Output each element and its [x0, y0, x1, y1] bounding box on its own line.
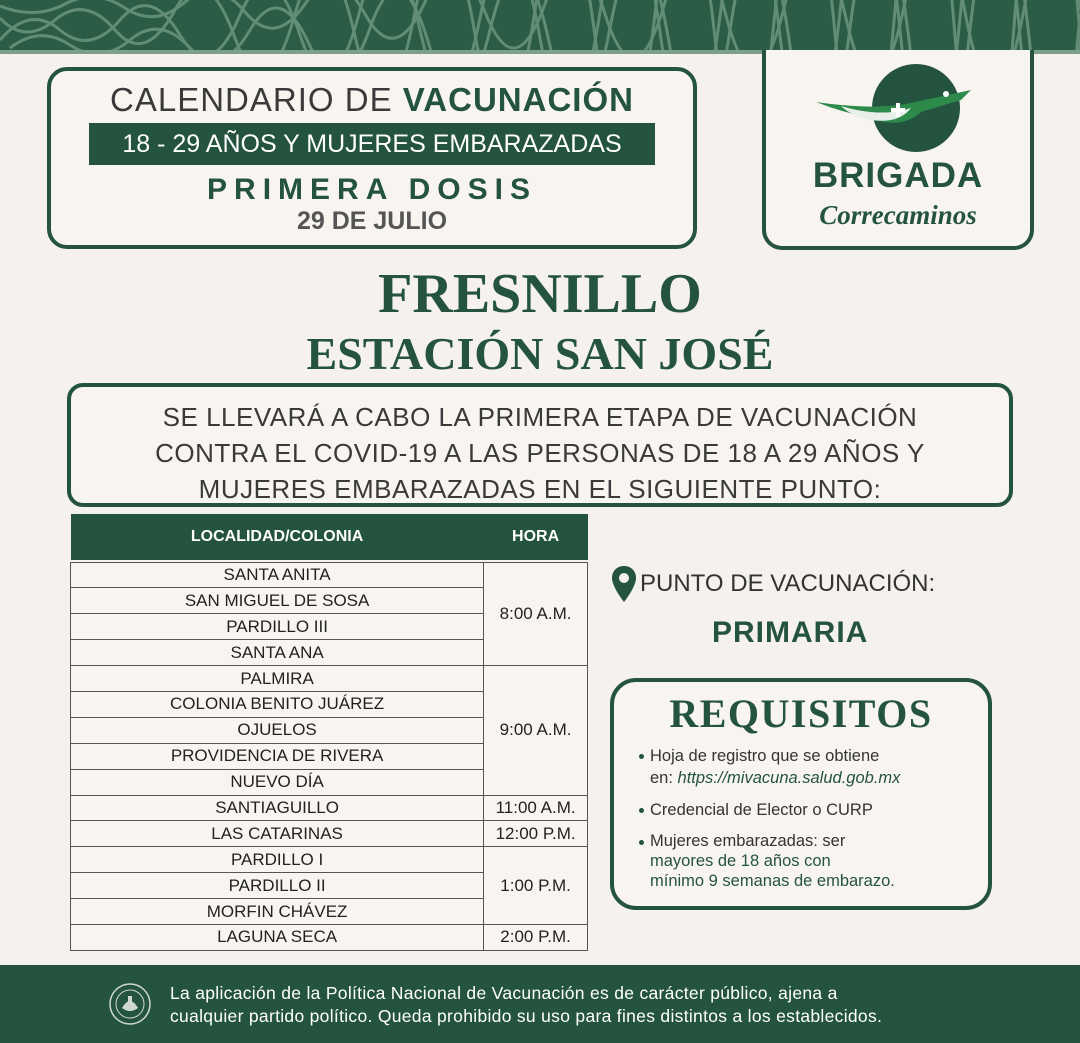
- brigade-box: [762, 50, 1034, 250]
- age-group-bar: 18 - 29 AÑOS Y MUJERES EMBARAZADAS: [89, 123, 655, 165]
- decorative-pattern-band: [0, 0, 1080, 50]
- table-row: [71, 847, 588, 873]
- vaccination-point-place: PRIMARIA: [712, 616, 869, 649]
- city-title: FRESNILLO: [378, 263, 702, 325]
- locality-cell: NUEVO DÍA: [71, 769, 484, 795]
- time-cell: 9:00 A.M.: [484, 666, 588, 795]
- table-row: [71, 666, 588, 692]
- locality-cell: LAGUNA SECA: [71, 924, 484, 950]
- time-cell: 8:00 A.M.: [484, 562, 588, 666]
- map-pin-icon: [612, 566, 636, 602]
- locality-cell: PARDILLO II: [71, 873, 484, 899]
- locality-cell: PALMIRA: [71, 666, 484, 692]
- requirements-box: [610, 678, 992, 910]
- announcement-line: SE LLEVARÁ A CABO LA PRIMERA ETAPA DE VACUNACIÓN: [162, 402, 918, 432]
- station-title: ESTACIÓN SAN JOSÉ: [306, 328, 774, 379]
- locality-cell: SANTA ANA: [71, 640, 484, 666]
- locality-cell: PROVIDENCIA DE RIVERA: [71, 743, 484, 769]
- calendar-title: CALENDARIO DE VACUNACIÓN: [110, 81, 634, 118]
- locality-cell: SANTIAGUILLO: [71, 795, 484, 821]
- brigade-name: BRIGADA: [812, 156, 984, 195]
- table-row: [71, 562, 588, 588]
- table-row: [71, 821, 588, 847]
- locality-cell: MORFIN CHÁVEZ: [71, 899, 484, 925]
- requirement-item: Credencial de Elector o CURP: [650, 799, 988, 821]
- time-column-header: HORA: [484, 514, 588, 560]
- locality-cell: OJUELOS: [71, 717, 484, 743]
- locality-cell: SANTA ANITA: [71, 562, 484, 588]
- locality-cell: PARDILLO III: [71, 614, 484, 640]
- requirements-list: [650, 745, 988, 891]
- table-row: [71, 795, 588, 821]
- time-cell: 2:00 P.M.: [484, 924, 588, 950]
- decorative-pattern-icon: [0, 0, 1080, 50]
- announcement-line: MUJERES EMBARAZADAS EN EL SIGUIENTE PUNTO:: [198, 474, 882, 504]
- table-row: [71, 924, 588, 950]
- footer: [0, 965, 1080, 1043]
- roadrunner-logo-icon: [811, 60, 991, 160]
- time-cell: 1:00 P.M.: [484, 847, 588, 925]
- requirement-item: Hoja de registro que se obtiene en: https://mivacuna.salud.gob.mx: [650, 745, 988, 789]
- time-cell: 12:00 P.M.: [484, 821, 588, 847]
- vaccination-point-label: PUNTO DE VACUNACIÓN:: [640, 570, 936, 597]
- requirement-item: Mujeres embarazadas: ser mayores de 18 años con mínimo 9 semanas de embarazo.: [650, 831, 988, 891]
- schedule-body: [71, 562, 588, 950]
- dose-label: PRIMERA DOSIS: [207, 173, 537, 206]
- vaccination-point: [612, 566, 1032, 650]
- registration-link[interactable]: https://mivacuna.salud.gob.mx: [677, 769, 901, 787]
- locality-cell: PARDILLO I: [71, 847, 484, 873]
- time-cell: 11:00 A.M.: [484, 795, 588, 821]
- locality-column-header: LOCALIDAD/COLONIA: [71, 514, 484, 560]
- announcement-box: [67, 383, 1013, 507]
- calendar-box: [47, 67, 697, 249]
- national-seal-icon: [108, 982, 152, 1026]
- requirements-title: REQUISITOS: [669, 691, 933, 736]
- locality-cell: LAS CATARINAS: [71, 821, 484, 847]
- schedule-header-row: [71, 514, 588, 560]
- locality-cell: SAN MIGUEL DE SOSA: [71, 588, 484, 614]
- vaccination-date: 29 DE JULIO: [296, 207, 448, 235]
- announcement-line: CONTRA EL COVID-19 A LAS PERSONAS DE 18 A 29 AÑOS Y: [155, 438, 925, 468]
- footer-disclaimer: La aplicación de la Política Nacional de Vacunación es de carácter público, ajena a cualquier partido político. Queda prohibido su uso para fines distintos a los establecidos.: [170, 983, 883, 1026]
- schedule-table: [70, 514, 588, 951]
- brigade-subtitle: Correcaminos: [819, 200, 977, 230]
- locality-cell: COLONIA BENITO JUÁREZ: [71, 691, 484, 717]
